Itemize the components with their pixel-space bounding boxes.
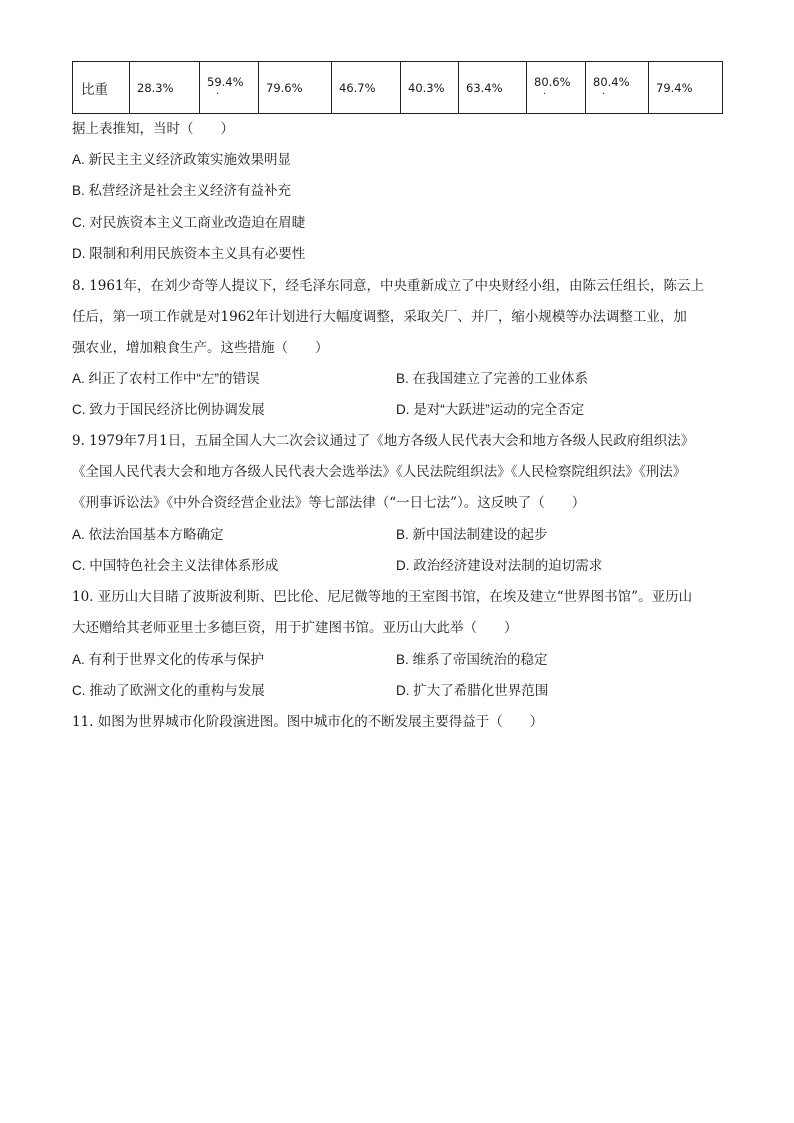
q9-option-c: C. 中国特色社会主义法律体系形成 — [72, 558, 279, 573]
proportion-table — [72, 61, 723, 114]
q7-stem: 据上表推知，当时（ ） — [72, 121, 234, 137]
q10-options-row-1 — [72, 650, 722, 670]
q9-stem-line-3: 《刑事诉讼法》《中外合资经营企业法》等七部法律（“一日七法”）。这反映了（ ） — [72, 495, 586, 511]
table-cell: 63.4% — [459, 62, 527, 114]
q8-option-b: B. 在我国建立了完善的工业体系 — [396, 371, 589, 386]
q7-option-a: A. 新民主主义经济政策实施效果明显 — [72, 152, 292, 167]
q9-stem-line-1: 9. 1979年7月1日，五届全国人大二次会议通过了《地方各级人民代表大会和地方各级人民政府组织法》 — [72, 433, 695, 449]
stray-dot: . — [216, 85, 220, 97]
q10-option-b: B. 维系了帝国统治的稳定 — [396, 652, 548, 667]
q8-option-c: C. 致力于国民经济比例协调发展 — [72, 402, 265, 417]
table-cell: 46.7% — [332, 62, 401, 114]
q7-option-d: D. 限制和利用民族资本主义具有必要性 — [72, 246, 306, 261]
q10-option-a: A. 有利于世界文化的传承与保护 — [72, 652, 265, 667]
table-cell-value: 80.6% — [534, 74, 571, 89]
table-cell: 79.4% — [649, 62, 723, 114]
q9-option-d: D. 政治经济建设对法制的迫切需求 — [396, 558, 603, 573]
table-cell — [586, 62, 649, 114]
q9-stem-line-2: 《全国人民代表大会和地方各级人民代表大会选举法》《人民法院组织法》《人民检察院组织法》《刑法》 — [72, 464, 687, 480]
table-cell: 28.3% — [130, 62, 200, 114]
q7-option-b: B. 私营经济是社会主义经济有益补充 — [72, 183, 292, 198]
q8-stem-line-2: 任后，第一项工作就是对1962年计划进行大幅度调整，采取关厂、并厂，缩小规模等办法调整工业，加 — [72, 309, 687, 325]
q10-options-row-2 — [72, 681, 722, 701]
q10-stem-line-2: 大还赠给其老师亚里士多德巨资，用于扩建图书馆。亚历山大此举（ ） — [72, 620, 518, 636]
q9-option-a: A. 依法治国基本方略确定 — [72, 527, 224, 542]
table-cell — [200, 62, 259, 114]
q8-options-row-1 — [72, 369, 722, 389]
q8-option-a: A. 纠正了农村工作中“左”的错误 — [72, 371, 260, 386]
q10-option-d: D. 扩大了希腊化世界范围 — [396, 683, 549, 698]
q9-option-b: B. 新中国法制建设的起步 — [396, 527, 548, 542]
stray-dot: . — [543, 85, 547, 97]
q10-option-c: C. 推动了欧洲文化的重构与发展 — [72, 683, 265, 698]
q11-stem: 11. 如图为世界城市化阶段演进图。图中城市化的不断发展主要得益于（ ） — [72, 714, 544, 730]
table-row-header: 比重 — [73, 62, 130, 114]
table-cell: 40.3% — [401, 62, 459, 114]
q8-option-d: D. 是对“大跃进”运动的完全否定 — [396, 402, 585, 417]
stray-dot: . — [602, 85, 606, 97]
table-cell-value: 80.4% — [593, 74, 630, 89]
q8-stem-line-1: 8. 1961年，在刘少奇等人提议下，经毛泽东同意，中央重新成立了中央财经小组，由陈云任组长，陈云上 — [72, 278, 705, 294]
table-cell: 79.6% — [259, 62, 332, 114]
q10-stem-line-1: 10. 亚历山大目睹了波斯波利斯、巴比伦、尼尼微等地的王室图书馆，在埃及建立“世界图书馆”。亚历山 — [72, 589, 693, 605]
q9-options-row-1 — [72, 525, 722, 545]
table-cell-value: 59.4% — [207, 74, 244, 89]
q7-option-c: C. 对民族资本主义工商业改造迫在眉睫 — [72, 215, 306, 230]
q9-options-row-2 — [72, 556, 722, 576]
q8-options-row-2 — [72, 400, 722, 420]
table-cell — [527, 62, 586, 114]
q8-stem-line-3: 强农业，增加粮食生产。这些措施（ ） — [72, 340, 329, 356]
table-row — [73, 62, 723, 114]
